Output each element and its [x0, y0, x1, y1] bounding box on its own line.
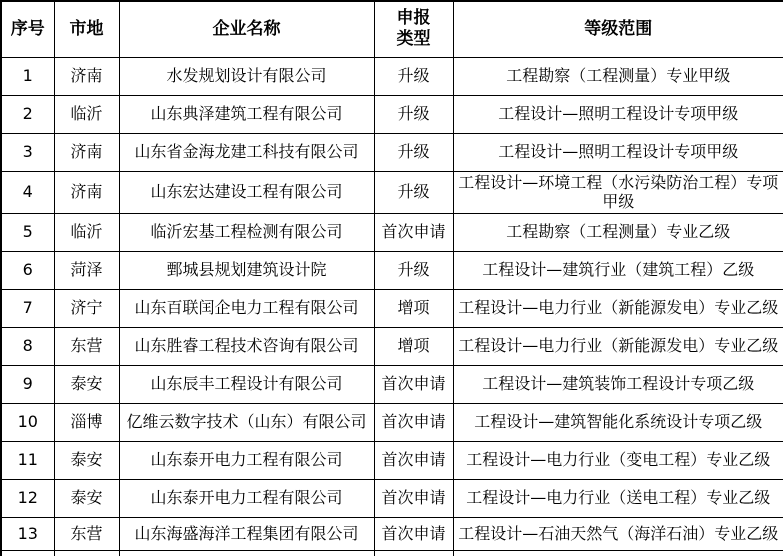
cell-range: 工程设计—照明工程设计专项甲级 [453, 133, 783, 171]
cell-type: 首次申请 [374, 479, 453, 517]
col-header-index [1, 1, 54, 57]
cell-company: 山东宏达建设工程有限公司 [119, 171, 374, 213]
table-row [1, 517, 783, 550]
cell-index: 6 [1, 251, 54, 289]
cell-index: 13 [1, 517, 54, 550]
cell-type: 首次申请 [374, 441, 453, 479]
cell-index: 2 [1, 95, 54, 133]
table-row [1, 171, 783, 213]
cell-city: 济宁 [54, 289, 119, 327]
cell-range: 工程设计—电力行业（新能源发电）专业乙级 [453, 327, 783, 365]
col-header-company [119, 1, 374, 57]
table-row [1, 133, 783, 171]
cell-city: 济南 [54, 57, 119, 95]
cell-type: 升级 [374, 251, 453, 289]
cell-index: 1 [1, 57, 54, 95]
cell-range: 工程勘察（工程测量）专业甲级 [453, 57, 783, 95]
cell-range: 工程勘察（工程测量）专业乙级 [453, 213, 783, 251]
col-header-city [54, 1, 119, 57]
cell-type: 增项 [374, 289, 453, 327]
table-row [1, 57, 783, 95]
cell-city: 东营 [54, 327, 119, 365]
cell-company: 水发规划设计有限公司 [119, 57, 374, 95]
cell-range: 工程设计—电力行业（送电工程）专业乙级 [453, 479, 783, 517]
cell-company: 山东典泽建筑工程有限公司 [119, 95, 374, 133]
cell-company: 临沂宏基工程检测有限公司 [119, 213, 374, 251]
cell-type: 增项 [374, 327, 453, 365]
cell-index: 5 [1, 213, 54, 251]
cell-type: 升级 [374, 171, 453, 213]
table-row [1, 251, 783, 289]
col-header-type-label: 申报类型 [396, 8, 431, 50]
col-header-city-label: 市地 [69, 18, 104, 39]
cell-index: 3 [1, 133, 54, 171]
header-row [1, 1, 783, 57]
cell-city: 东营 [54, 517, 119, 550]
cell-company: 山东辰丰工程设计有限公司 [119, 365, 374, 403]
cell-company: 山东泰开电力工程有限公司 [119, 479, 374, 517]
cell-city: 临沂 [54, 213, 119, 251]
table-row [1, 403, 783, 441]
partial-row [1, 550, 783, 556]
cell-company: 鄄城县规划建筑设计院 [119, 251, 374, 289]
cell-city: 菏泽 [54, 251, 119, 289]
cell-type: 首次申请 [374, 213, 453, 251]
table-row [1, 365, 783, 403]
table-row [1, 95, 783, 133]
table-row [1, 479, 783, 517]
col-header-company-label: 企业名称 [212, 18, 281, 39]
cell-company: 亿维云数字技术（山东）有限公司 [119, 403, 374, 441]
cell-index: 12 [1, 479, 54, 517]
cell-city: 济南 [54, 133, 119, 171]
col-header-range-label: 等级范围 [584, 18, 653, 39]
cell-city: 济南 [54, 171, 119, 213]
cell-index: 8 [1, 327, 54, 365]
cell-empty [1, 550, 54, 556]
cell-index: 4 [1, 171, 54, 213]
cell-range: 工程设计—电力行业（新能源发电）专业乙级 [453, 289, 783, 327]
cell-empty [453, 550, 783, 556]
cell-index: 10 [1, 403, 54, 441]
cell-company: 山东海盛海洋工程集团有限公司 [119, 517, 374, 550]
cell-index: 9 [1, 365, 54, 403]
cell-city: 泰安 [54, 365, 119, 403]
table-row [1, 213, 783, 251]
col-header-type [374, 1, 453, 57]
cell-range: 工程设计—电力行业（变电工程）专业乙级 [453, 441, 783, 479]
cell-city: 泰安 [54, 479, 119, 517]
cell-city: 淄博 [54, 403, 119, 441]
cell-range: 工程设计—环境工程（水污染防治工程）专项甲级 [453, 171, 783, 213]
table-row [1, 327, 783, 365]
cell-index: 7 [1, 289, 54, 327]
cell-range: 工程设计—建筑行业（建筑工程）乙级 [453, 251, 783, 289]
cell-type: 升级 [374, 95, 453, 133]
cell-index: 11 [1, 441, 54, 479]
cell-company: 山东胜睿工程技术咨询有限公司 [119, 327, 374, 365]
cell-company: 山东省金海龙建工科技有限公司 [119, 133, 374, 171]
col-header-index-label: 序号 [10, 18, 45, 39]
cell-empty [54, 550, 119, 556]
table-row [1, 289, 783, 327]
cell-type: 首次申请 [374, 403, 453, 441]
col-header-range [453, 1, 783, 57]
cell-city: 泰安 [54, 441, 119, 479]
cell-empty [374, 550, 453, 556]
cell-city: 临沂 [54, 95, 119, 133]
cell-range: 工程设计—建筑智能化系统设计专项乙级 [453, 403, 783, 441]
cell-type: 首次申请 [374, 517, 453, 550]
cell-type: 升级 [374, 57, 453, 95]
cell-company: 山东泰开电力工程有限公司 [119, 441, 374, 479]
cell-type: 首次申请 [374, 365, 453, 403]
table-body [1, 57, 783, 556]
cell-range: 工程设计—石油天然气（海洋石油）专业乙级 [453, 517, 783, 550]
cell-empty [119, 550, 374, 556]
cell-range: 工程设计—建筑装饰工程设计专项乙级 [453, 365, 783, 403]
cell-company: 山东百联闰企电力工程有限公司 [119, 289, 374, 327]
cell-type: 升级 [374, 133, 453, 171]
table-row [1, 441, 783, 479]
cell-range: 工程设计—照明工程设计专项甲级 [453, 95, 783, 133]
